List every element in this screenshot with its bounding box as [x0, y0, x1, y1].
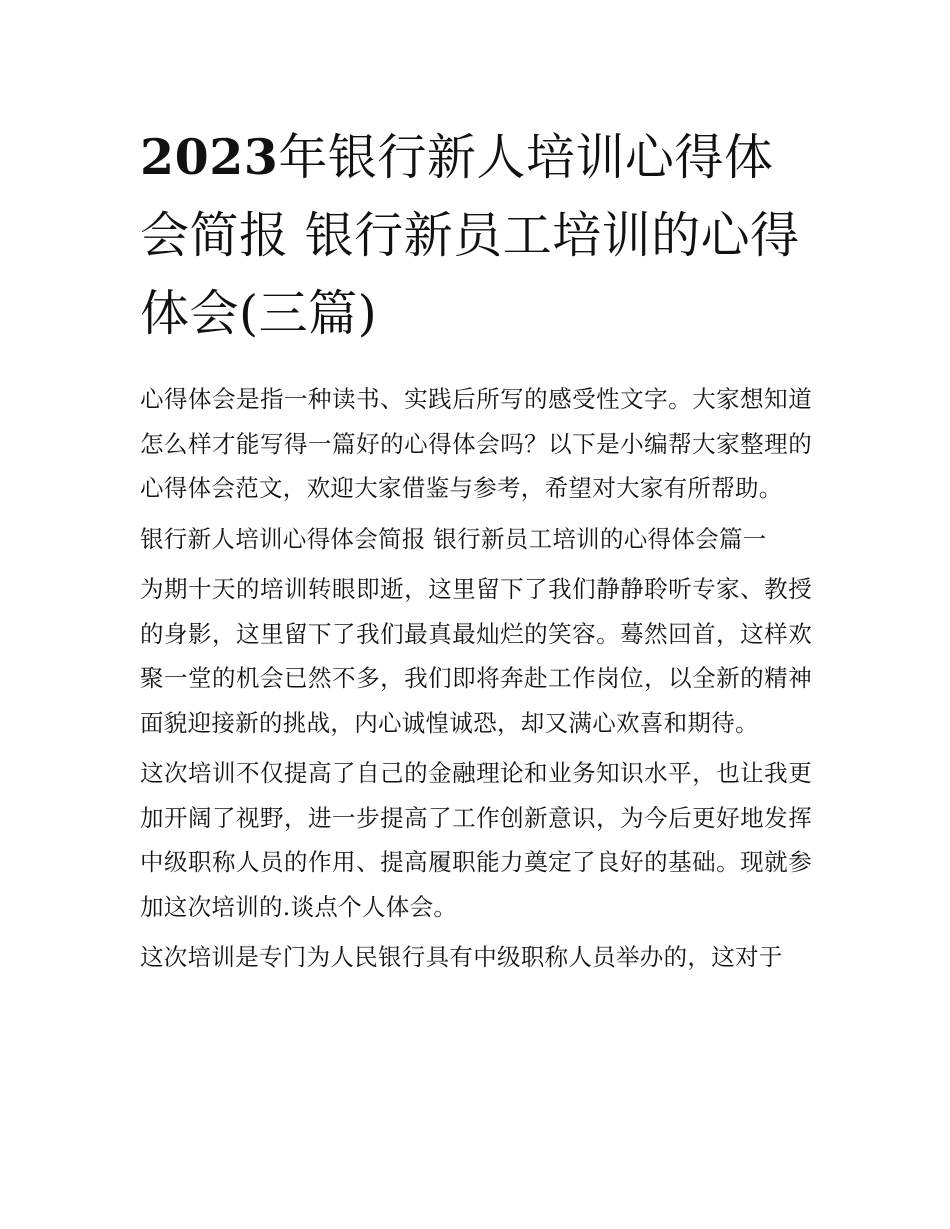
body-paragraph: 为期十天的培训转眼即逝，这里留下了我们静静聆听专家、教授的身影，这里留下了我们最真最灿烂的笑容。蓦然回首，这样欢聚一堂的机会已然不多，我们即将奔赴工作岗位，以全新的精神面貌迎接新的挑战，内心诚惶诚恐，却又满心欢喜和期待。: [140, 575, 812, 737]
body-paragraph: 这次培训是专门为人民银行具有中级职称人员举办的，这对于: [140, 943, 783, 971]
section-heading: 银行新人培训心得体会简报 银行新员工培训的心得体会篇一: [140, 524, 767, 553]
document-page: [140, 118, 812, 986]
title-text: 年银行新人培训心得体会简报 银行新员工培训的心得体会(三篇): [140, 129, 800, 342]
title-year: 2023: [140, 128, 279, 186]
document-body: [140, 377, 812, 980]
intro-paragraph: 心得体会是指一种读书、实践后所写的感受性文字。大家想知道怎么样才能写得一篇好的心得体会吗？以下是小编帮大家整理的心得体会范文，欢迎大家借鉴与参考，希望对大家有所帮助。: [140, 385, 812, 502]
document-title: [140, 118, 812, 353]
body-paragraph: 这次培训不仅提高了自己的金融理论和业务知识水平，也让我更加开阔了视野，进一步提高了工作创新意识，为今后更好地发挥中级职称人员的作用、提高履职能力奠定了良好的基础。现就参加这次培训的.谈点个人体会。: [140, 759, 812, 921]
